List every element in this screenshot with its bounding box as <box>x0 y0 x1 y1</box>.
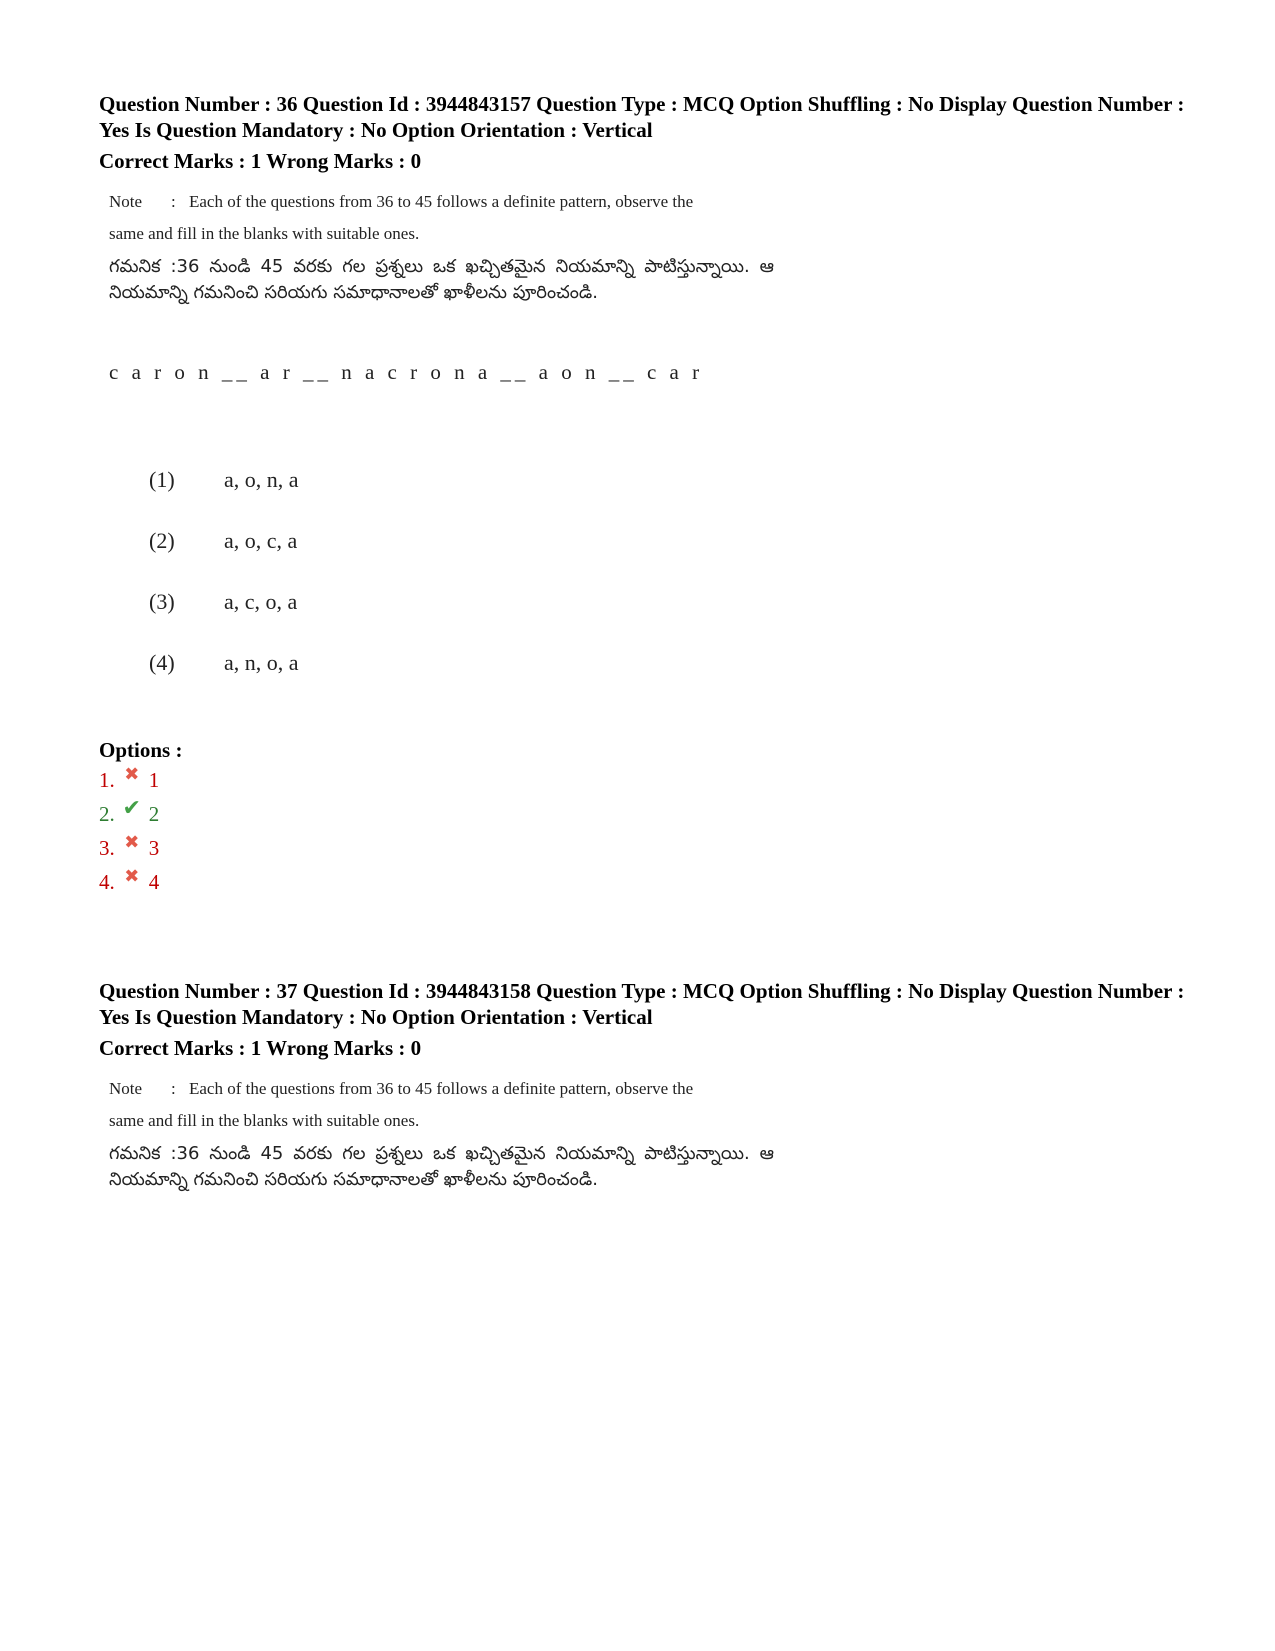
note-line-2: same and fill in the blanks with suitable ones. <box>109 1111 420 1130</box>
choice-text: a, o, n, a <box>224 467 299 492</box>
choice-4 <box>149 650 789 711</box>
option-index: 2. <box>99 802 115 826</box>
letter-series: c a r o n __ a r __ n a c r o n a __ a o n __ c a r <box>109 360 704 384</box>
choice-3 <box>149 589 789 650</box>
question-marks: Correct Marks : 1 Wrong Marks : 0 <box>99 149 422 173</box>
options-list <box>99 763 1199 899</box>
note-text: Each of the questions from 36 to 45 follows a definite pattern, observe the <box>189 1079 694 1098</box>
question-36 <box>99 91 1199 899</box>
cross-icon: ✖ <box>124 764 140 784</box>
choice-text: a, c, o, a <box>224 589 298 614</box>
note-colon: : <box>171 1079 176 1098</box>
question-37 <box>99 978 1199 1193</box>
option-value: 1 <box>148 768 160 792</box>
option-index: 1. <box>99 768 115 792</box>
telugu-note: గమనిక :36 నుండి 45 వరకు గల ప్రశ్నలు ఒక ఖచ్చితమైన నియమాన్ని పాటిస్తున్నాయి. ఆ నియమాన్ని గమనించి సరియగు సమాధానాలతో ఖాళీలను పూరించండి. <box>109 256 774 303</box>
choice-2 <box>149 528 789 589</box>
cross-icon: ✖ <box>124 832 140 852</box>
choice-number: (3) <box>149 589 175 614</box>
option-index: 4. <box>99 870 115 894</box>
question-content <box>109 186 789 711</box>
option-value: 3 <box>148 836 160 860</box>
choice-number: (4) <box>149 650 175 675</box>
options-heading: Options : <box>99 738 183 762</box>
cross-icon: ✖ <box>124 866 140 886</box>
choice-text: a, n, o, a <box>224 650 299 675</box>
option-2 <box>99 797 1199 831</box>
option-4 <box>99 865 1199 899</box>
answer-choices <box>149 467 789 711</box>
note-colon: : <box>171 192 176 211</box>
option-3 <box>99 831 1199 865</box>
question-content <box>109 1073 789 1193</box>
question-marks: Correct Marks : 1 Wrong Marks : 0 <box>99 1036 422 1060</box>
note-text: Each of the questions from 36 to 45 follows a definite pattern, observe the <box>189 192 694 211</box>
question-meta: Question Number : 37 Question Id : 3944843158 Question Type : MCQ Option Shuffling : No Display Question Number : Yes Is Question Mandatory : No Option Orientation : Vertical <box>99 979 1185 1029</box>
choice-1 <box>149 467 789 528</box>
telugu-note: గమనిక :36 నుండి 45 వరకు గల ప్రశ్నలు ఒక ఖచ్చితమైన నియమాన్ని పాటిస్తున్నాయి. ఆ నియమాన్ని గమనించి సరియగు సమాధానాలతో ఖాళీలను పూరించండి. <box>109 1143 774 1190</box>
option-1 <box>99 763 1199 797</box>
note-label: Note <box>109 192 143 211</box>
note-line-1 <box>109 186 789 218</box>
option-value: 4 <box>148 870 160 894</box>
tick-icon: ✔ <box>122 795 141 820</box>
option-value: 2 <box>148 802 160 826</box>
note-line-1 <box>109 1073 789 1105</box>
choice-number: (2) <box>149 528 175 553</box>
note-line-2: same and fill in the blanks with suitable ones. <box>109 224 420 243</box>
choice-number: (1) <box>149 467 175 492</box>
note-label: Note <box>109 1079 143 1098</box>
option-index: 3. <box>99 836 115 860</box>
choice-text: a, o, c, a <box>224 528 298 553</box>
question-meta: Question Number : 36 Question Id : 3944843157 Question Type : MCQ Option Shuffling : No Display Question Number : Yes Is Question Mandatory : No Option Orientation : Vertical <box>99 92 1185 142</box>
